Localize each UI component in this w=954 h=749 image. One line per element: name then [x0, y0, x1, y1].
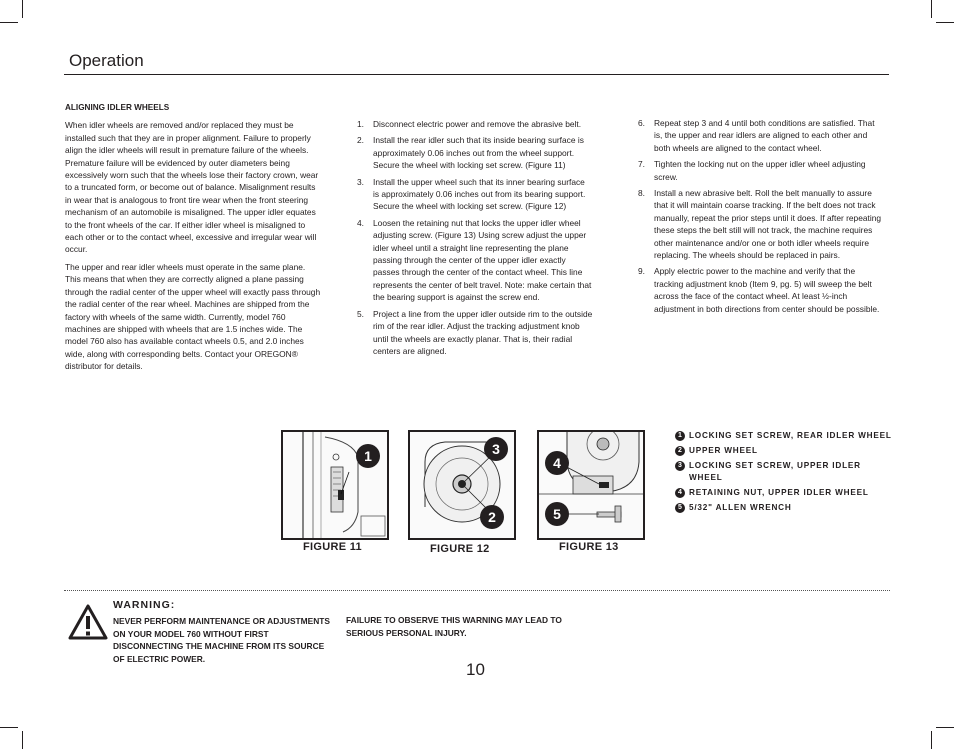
- steps-column-3: [638, 117, 884, 319]
- section-heading: ALIGNING IDLER WHEELS: [65, 103, 170, 112]
- step-number: 3.: [357, 176, 364, 187]
- warning-title: WARNING:: [113, 599, 176, 611]
- legend-item: [675, 430, 895, 442]
- title-rule: [64, 74, 889, 75]
- step-text: Apply electric power to the machine and verify that the tracking adjustment knob (Item 9, pg. 5) will sweep the belt across the face of the contact wheel. At least ½-inch adjustment in both directions from center should be possible.: [654, 266, 880, 314]
- step-item: [638, 158, 884, 183]
- step-number: 6.: [638, 118, 645, 128]
- figure-11-image: [281, 430, 389, 540]
- step-item: [357, 217, 593, 304]
- crop-mark: [0, 22, 18, 23]
- step-item: [638, 265, 884, 315]
- step-item: [638, 187, 884, 261]
- step-number: 9.: [638, 266, 645, 277]
- step-number: 4.: [357, 217, 364, 228]
- paragraph: When idler wheels are removed and/or replaced they must be installed such that they are in proper alignment. Failure to properly align the idler wheels will result in premature failure of the wheels. Premature failure will be evidenced by outer diameters being excessively worn such that the wheels lose their factory crown, wear to a truncated form, or become out of balance. Misalignment results in wear that is analogous to front tire wear when the front steering mechanism of an automobile is misaligned. The upper idler equates to the front wheels of the car. If either idler wheel is misaligned to each other or to the contact wheel, excessive and irregular wear will occur.: [65, 120, 319, 255]
- legend-item: [675, 487, 895, 499]
- section-divider: [64, 590, 890, 591]
- callout-number: 5: [553, 506, 561, 522]
- step-text: Install a new abrasive belt. Roll the belt manually to assure that it will maintain coarse tracking. If the belt does not track manually, repeat the prior steps until it does. If after repeating these steps the belt still will not track, the machine requires other maintenance and/or one or both idler wheels require replacing. The wheels should be replaced in pairs.: [654, 188, 882, 261]
- callout-number: 1: [364, 448, 372, 464]
- paragraph: The upper and rear idler wheels must operate in the same plane. This means that when they are correctly aligned a plane passing through the radial center of the upper wheel will exactly pass through the radial center of the rear wheel. Machines are shipped from the factory with wheels of the same width. Currently, model 760 machines are shipped with wheels that are 1.5 inches wide. The model 760 also has available contact wheels 0.5, and 2.0 inches wide, along with corresponding belts. Contact your OREGON® distributor for details.: [65, 261, 321, 372]
- step-item: [357, 176, 593, 213]
- legend-item: [675, 460, 895, 484]
- crop-mark: [936, 727, 954, 728]
- figure-12-label: FIGURE 12: [430, 543, 490, 555]
- step-number: 5.: [357, 308, 364, 319]
- callout-number: 3: [492, 441, 500, 457]
- crop-mark: [936, 22, 954, 23]
- section-title: Operation: [69, 51, 144, 70]
- crop-mark: [22, 731, 23, 749]
- step-number: 8.: [638, 188, 645, 199]
- step-item: [357, 308, 593, 358]
- legend-number: 3: [675, 461, 685, 471]
- legend-item: [675, 502, 895, 514]
- step-item: [357, 134, 593, 171]
- warning-consequence-text: FAILURE TO OBSERVE THIS WARNING MAY LEAD TO SERIOUS PERSONAL INJURY.: [346, 615, 562, 638]
- step-text: Disconnect electric power and remove the abrasive belt.: [373, 119, 582, 129]
- warning-icon: [68, 604, 108, 640]
- rear-idler-illustration: [283, 432, 387, 538]
- figure-11-label: FIGURE 11: [303, 541, 362, 553]
- step-text: Project a line from the upper idler outside rim to the outside rim of the rear idler. Adjust the tracking adjustment knob until the wheels are exactly planar. That is, their radial centers are aligned.: [373, 308, 593, 356]
- step-item: [357, 118, 593, 130]
- callout-number: 4: [553, 455, 561, 471]
- legend-text: 5/32" ALLEN WRENCH: [689, 503, 792, 512]
- step-text: Loosen the retaining nut that locks the upper idler wheel adjusting screw. (Figure 13) Using screw adjust the upper idler wheel until a straight line representing the plane passing through the center of the upper idler exactly passes through the center of the contact wheel. This line represents the center of belt travel. Note: make certain that the bearing support is against the screw end.: [373, 217, 592, 303]
- step-number: 1.: [357, 119, 364, 129]
- legend-text: LOCKING SET SCREW, REAR IDLER WHEEL: [689, 431, 892, 440]
- figure-legend: [675, 430, 895, 517]
- legend-number: 1: [675, 431, 685, 441]
- step-text: Tighten the locking nut on the upper idler wheel adjusting screw.: [654, 159, 866, 182]
- step-item: [638, 117, 884, 154]
- adjusting-screw-illustration: [539, 432, 643, 538]
- step-text: Install the rear idler such that its inside bearing surface is approximately 0.06 inches out from the wheel support. Secure the wheel with locking set screw. (Figure 11): [373, 135, 584, 171]
- step-text: Repeat step 3 and 4 until both conditions are satisfied. That is, the upper and rear idlers are aligned to each other and both wheels are aligned to the contact wheel.: [654, 118, 875, 153]
- crop-mark: [22, 0, 23, 18]
- figure-13-label: FIGURE 13: [559, 541, 619, 553]
- legend-number: 2: [675, 446, 685, 456]
- crop-mark: [931, 731, 932, 749]
- steps-column-2: [357, 118, 593, 361]
- figure-12-image: [408, 430, 516, 540]
- step-text: Install the upper wheel such that its inner bearing surface is approximately 0.06 inches out from its bearing support. Secure the wheel with locking set screw. (Figure 12): [373, 176, 586, 212]
- upper-wheel-illustration: [410, 432, 514, 538]
- legend-text: RETAINING NUT, UPPER IDLER WHEEL: [689, 488, 869, 497]
- legend-text: LOCKING SET SCREW, UPPER IDLER WHEEL: [689, 461, 861, 482]
- crop-mark: [0, 727, 18, 728]
- crop-mark: [931, 0, 932, 18]
- callout-number: 2: [488, 509, 496, 525]
- legend-text: UPPER WHEEL: [689, 446, 758, 455]
- step-number: 7.: [638, 159, 645, 170]
- step-number: 2.: [357, 135, 364, 146]
- legend-number: 4: [675, 488, 685, 498]
- page-number: 10: [466, 660, 485, 679]
- legend-number: 5: [675, 503, 685, 513]
- figure-13-image: [537, 430, 645, 540]
- column-aligning-idler-wheels: [65, 102, 321, 378]
- legend-item: [675, 445, 895, 457]
- warning-text: NEVER PERFORM MAINTENANCE OR ADJUSTMENTS ON YOUR MODEL 760 WITHOUT FIRST DISCONNECTING THE MACHINE FROM ITS SOURCE OF ELECTRIC POWER.: [113, 616, 330, 664]
